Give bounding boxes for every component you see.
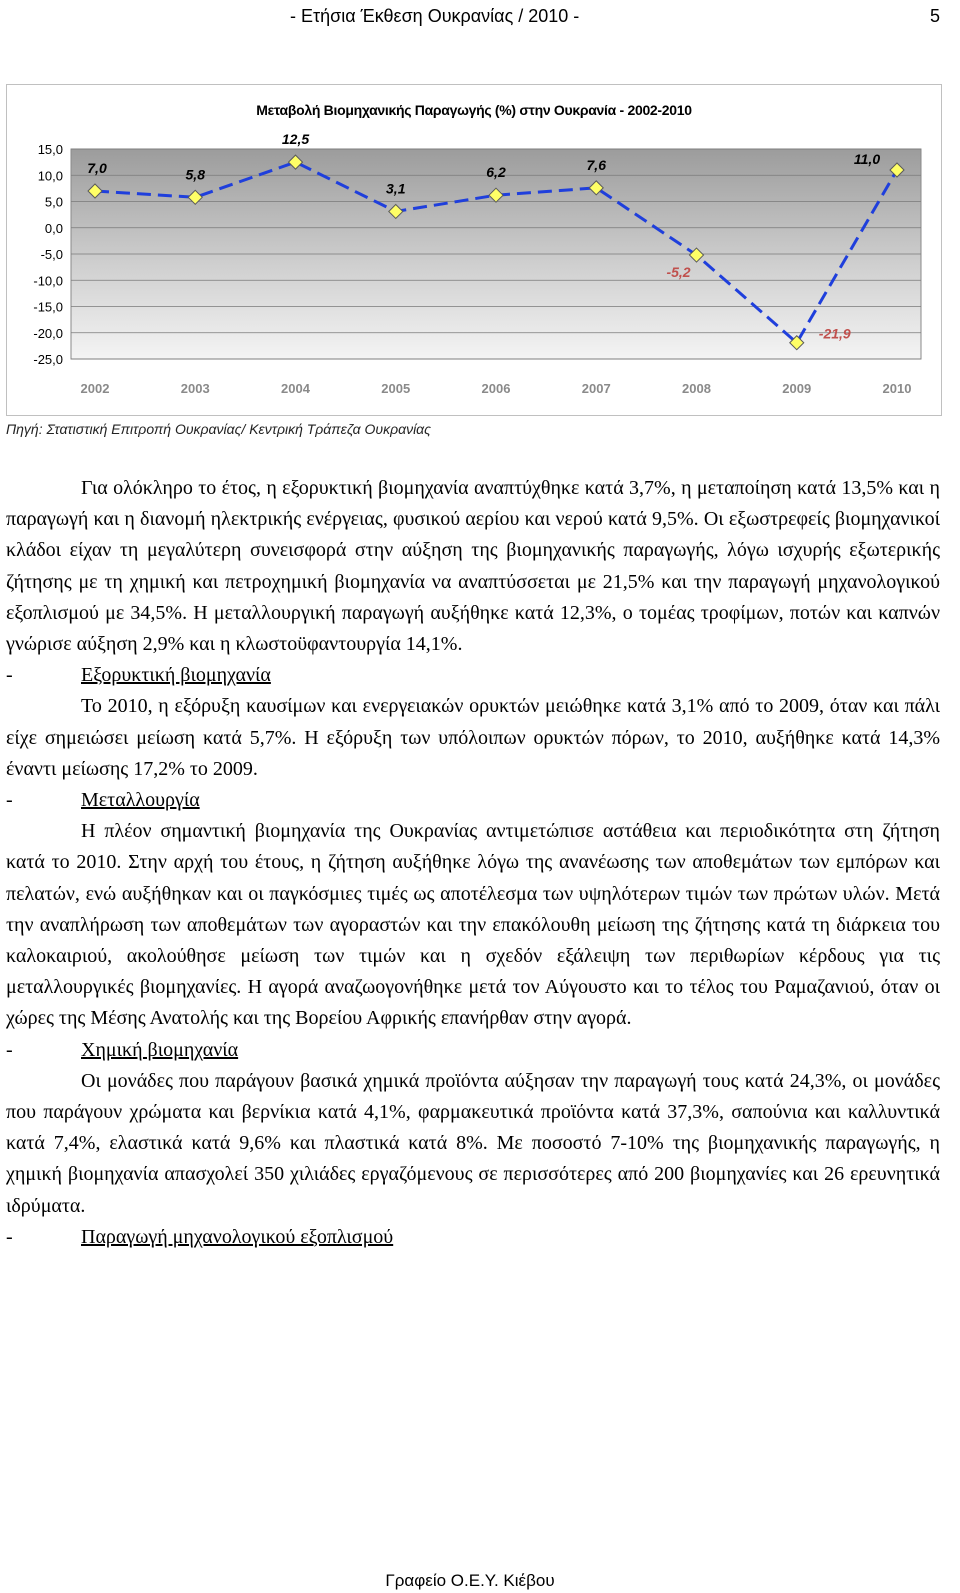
- industrial-production-chart: [6, 84, 942, 416]
- heading-label: Εξορυκτική βιομηχανία: [81, 664, 271, 687]
- data-value-label: 11,0: [853, 151, 881, 167]
- section-heading-machinery: [6, 1222, 940, 1253]
- chart-title: Μεταβολή Βιομηχανικής Παραγωγής (%) στην Ουκρανία - 2002-2010: [256, 102, 692, 118]
- data-value-label: 5,8: [185, 166, 205, 183]
- chart-svg: [7, 85, 941, 415]
- y-axis-ticks: [33, 142, 63, 367]
- y-tick-label: -20,0: [33, 325, 63, 341]
- x-tick-label: 2003: [180, 381, 210, 396]
- paragraph-chemical: Οι μονάδες που παράγουν βασικά χημικά προϊόντα αύξησαν την παραγωγή τους κατά 24,3%, οι μονάδες που παράγουν χρώματα και βερνίκια κατά 4,1%, φαρμακευτικά προϊόντα κατά 37,3%, σαπούνια και καλλυντικά κατά 7,4%, ελαστικά κατά 9,6% και πλαστικά κατά 8%. Με ποσοστό 7-10% της βιομηχανικής παραγωγής, η χημική βιομηχανία απασχολεί 350 χιλιάδες εργαζόμενους σε περισσότερες από 200 βιομηχανίες και 26 ερευνητικά ιδρύματα.: [6, 1069, 940, 1217]
- section-heading-chemical: [6, 1035, 940, 1066]
- y-tick-label: 5,0: [44, 194, 63, 210]
- y-tick-label: -10,0: [33, 273, 63, 289]
- heading-dash: -: [6, 789, 13, 812]
- body-text: [6, 473, 940, 1253]
- y-tick-label: -5,0: [40, 247, 63, 262]
- chart-source-note: Πηγή: Στατιστική Επιτροπή Ουκρανίας/ Κεντρική Τράπεζα Ουκρανίας: [6, 421, 431, 437]
- x-tick-label: 2006: [481, 381, 511, 396]
- y-tick-label: 0,0: [44, 220, 63, 236]
- section-heading-mining: [6, 660, 940, 691]
- page-number: 5: [929, 6, 940, 26]
- page-footer: Γραφείο Ο.Ε.Υ. Κιέβου: [385, 1571, 555, 1590]
- x-tick-label: 2009: [782, 381, 812, 396]
- x-axis-ticks: [81, 381, 912, 396]
- data-value-label: 6,2: [486, 164, 506, 181]
- heading-label: Παραγωγή μηχανολογικού εξοπλισμού: [81, 1225, 394, 1248]
- paragraph-metallurgy: Η πλέον σημαντική βιομηχανία της Ουκρανίας αντιμετώπισε αστάθεια και περιοδικότητα στη ζήτηση κατά το 2010. Στην αρχή του έτους, η ζήτηση αυξήθηκε λόγω της ανανέωσης των αποθεμάτων των εμπόρων και πελατών, ενώ αυξήθηκαν και οι παγκόσμιες τιμές ως αποτέλεσμα των υψηλότερων τιμών των πρώτων υλών. Μετά την αναπλήρωση των αποθεμάτων των αγοραστών και την επακόλουθη μείωση της ζήτησης κατά τη διάρκεια του καλοκαιριού, ακολούθησε μείωση των τιμών και η σχεδόν εξάλειψη των περιθωρίων κέρδους για τις μεταλλουργικές βιομηχανίες. Η αγορά αναζωογονήθηκε μετά τον Αύγουστο και το τέλος του Ραμαζανιού, όταν οι χώρες της Μέσης Ανατολής και της Βορείου Αφρικής επανήρθαν στην αγορά.: [6, 820, 940, 1030]
- data-value-label: 3,1: [386, 180, 406, 197]
- page-header: [0, 6, 940, 32]
- data-value-label: -5,2: [666, 264, 691, 281]
- heading-dash: -: [6, 1225, 13, 1248]
- paragraph-overview: Για ολόκληρο το έτος, η εξορυκτική βιομηχανία αναπτύχθηκε κατά 3,7%, η μεταποίηση κατά 13,5% και η παραγωγή και η διανομή ηλεκτρικής ενέργειας, φυσικού αερίου και νερού κατά 9,5%. Οι εξωστρεφείς βιομηχανικοί κλάδοι είχαν τη μεγαλύτερη συνεισφορά στην αύξηση της βιομηχανικής παραγωγής, λόγω ισχυρής εξωτερικής ζήτησης με τη χημική και πετροχημική βιομηχανία να αναπτύσσεται με 21,5% και την παραγωγή μηχανολογικού εξοπλισμού με 34,5%. Η μεταλλουργική παραγωγή αυξήθηκε κατά 12,3%, ο τομέας τροφίμων, ποτών και καπνών γνώρισε αύξηση 2,9% και η κλωστοϋφαντουργία 14,1%.: [6, 477, 940, 656]
- heading-dash: -: [6, 1038, 13, 1061]
- x-tick-label: 2008: [682, 381, 711, 396]
- data-value-label: 7,6: [586, 156, 606, 173]
- x-tick-label: 2010: [882, 381, 912, 396]
- section-heading-metallurgy: [6, 785, 940, 816]
- y-tick-label: 10,0: [37, 168, 63, 184]
- paragraph-mining: Το 2010, η εξόρυξη καυσίμων και ενεργειακών ορυκτών μειώθηκε κατά 3,1% από το 2009, όταν και πάλι είχε σημειώσει μείωση κατά 5,7%. Η εξόρυξη των υπόλοιπων ορυκτών πόρων, το 2010, αυξήθηκε κατά 14,3% έναντι μείωσης 17,2% το 2009.: [6, 695, 940, 780]
- data-value-label: 12,5: [281, 131, 310, 148]
- y-tick-label: -15,0: [33, 299, 63, 315]
- x-tick-label: 2005: [381, 381, 411, 396]
- x-tick-label: 2004: [281, 381, 310, 396]
- heading-label: Μεταλλουργία: [81, 789, 200, 812]
- data-value-label: 7,0: [87, 160, 107, 176]
- x-tick-label: 2002: [80, 381, 110, 396]
- heading-dash: -: [6, 664, 13, 687]
- y-tick-label: 15,0: [37, 142, 63, 157]
- data-value-label: -21,9: [818, 325, 851, 342]
- heading-label: Χημική βιομηχανία: [81, 1038, 239, 1061]
- x-tick-label: 2007: [581, 381, 611, 396]
- y-tick-label: -25,0: [33, 352, 63, 367]
- report-title: - Ετήσια Έκθεση Ουκρανίας / 2010 -: [290, 6, 580, 26]
